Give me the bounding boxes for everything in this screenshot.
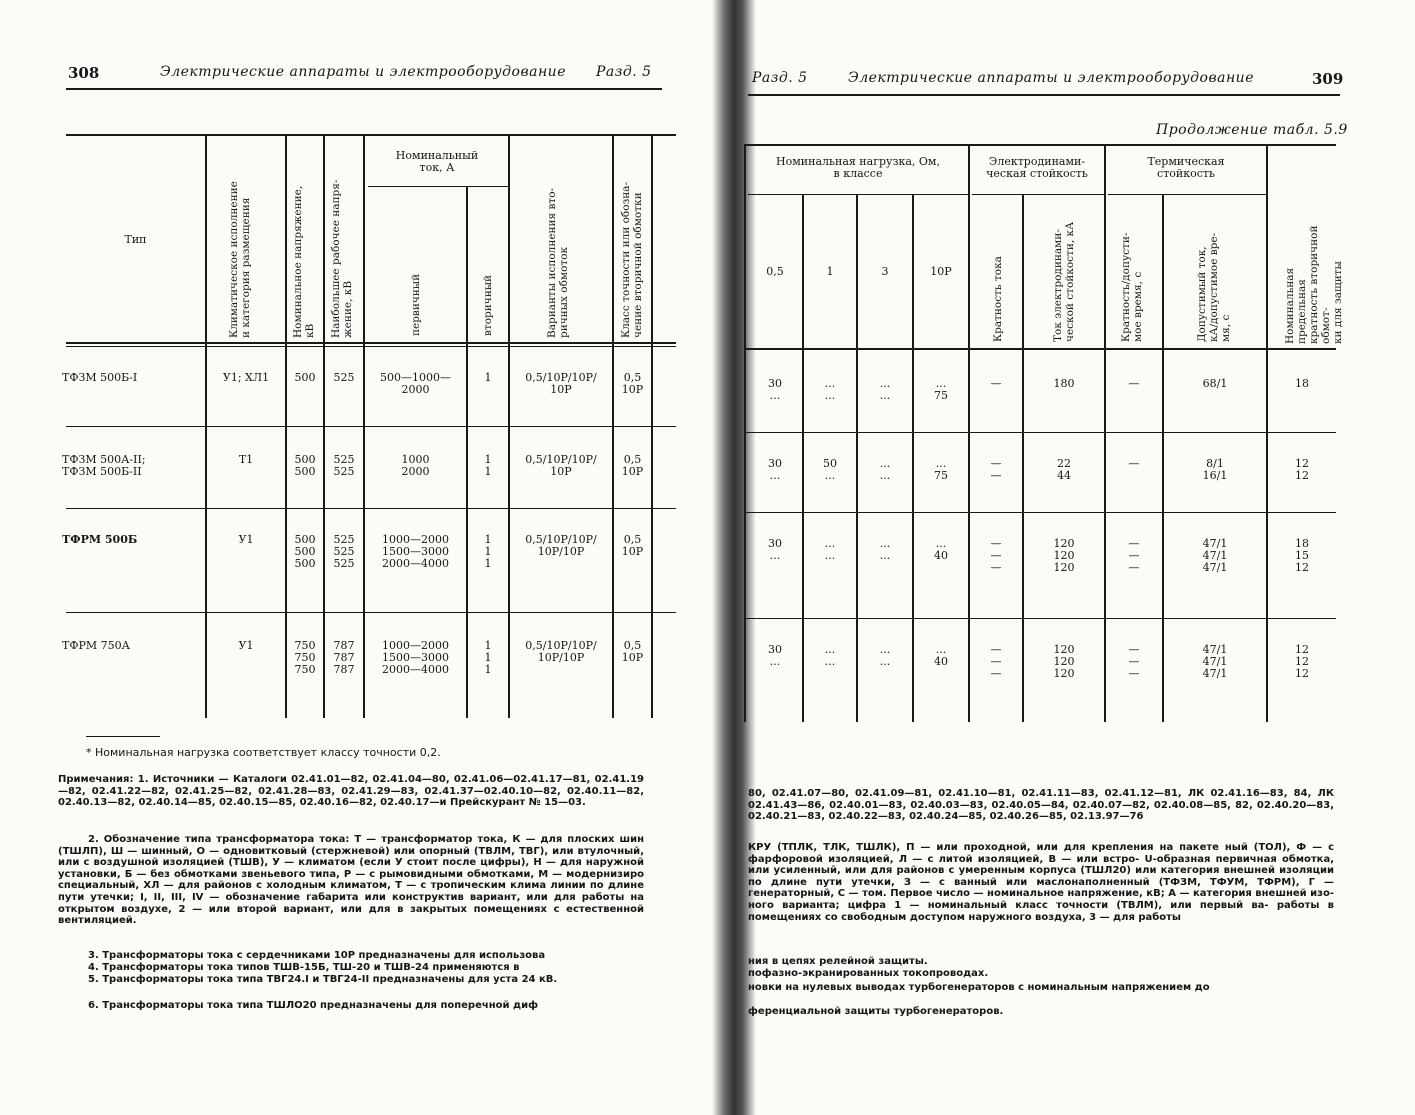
- table-row-2-umax: 525 525: [333, 453, 355, 478]
- r-row-4-allowed: 47/1 47/1 47/1: [1202, 643, 1228, 680]
- table-row-2-climate: Т1: [238, 453, 254, 466]
- right-note-5: новки на нулевых выводах турбогенераторов с номинальным напряжением до: [748, 982, 1210, 993]
- right-note-1: 80, 02.41.07—80, 02.41.09—81, 02.41.10—81, 02.41.11—83, 02.41.12—81, ЛК 02.41.16—83, 84, ЛК 02.41.43—86, 02.40.01—83, 02.40.03—83, 02.40.05—84, 02.40.07—82, 02.40.08—85, 82, 02.40.20—83, 02.40.21—83, 02.40.22—83, 02.40.24—85, 02.40.26—85, 02.13.97—76: [748, 788, 1334, 823]
- header-class-1: 1: [826, 265, 834, 278]
- table-row-2-secondary: 1 1: [484, 453, 492, 478]
- r-row-2-c3: ... ...: [879, 457, 891, 482]
- r-row-4-ratio: — — —: [990, 643, 1002, 680]
- table-row-2-unom: 500 500: [294, 453, 316, 478]
- right-note-6: ференциальной защиты турбогенераторов.: [748, 1006, 1004, 1017]
- header-secondary: вторичный: [482, 274, 494, 336]
- header-ratio-current: Кратность тока: [992, 256, 1004, 342]
- r-row-2-c1: 50 ...: [823, 457, 837, 482]
- table-row-1-unom: 500: [294, 371, 316, 384]
- r-row-4-rt: — — —: [1128, 643, 1140, 680]
- table-continuation-label: Продолжение табл. 5.9: [1156, 122, 1348, 138]
- table-row-4-secondary: 1 1 1: [484, 639, 492, 676]
- table-row-1-primary: 500—1000— 2000: [380, 371, 451, 396]
- table-row-3-secondary: 1 1 1: [484, 533, 492, 570]
- right-note-2: КРУ (ТПЛК, ТЛК, ТШЛК), П — или проходной, или для крепления на пакете ный (ТОЛ), Ф — с фарфоровой изоляцией, Л — с литой изоляцией, В — или встро- U-образная первичная обмотка, или усиленный, или для районов с умеренным корпуса (ТШЛ20) или категория внешней изоляции по длине пути утечки, З — с ванный или маслонаполненный (ТФЗМ, ТФУМ, ТФРМ), Г — генераторный, С — том. Первое число — номинальное напряжение, кВ; А — категория внешней изо- ного варианта; цифра 1 — номинальный класс точности (ТВЛМ), или первый ва- работы в помещениях со свободным доступом наружного воздуха, 3 — для работы: [748, 842, 1334, 923]
- r-row-4-c05: 30 ...: [768, 643, 782, 668]
- r-row-3-ka: 120 120 120: [1053, 537, 1075, 574]
- header-thermal: Термическая стойкость: [1147, 155, 1225, 180]
- r-row-1-c3: ... ...: [879, 377, 891, 402]
- r-row-4-limit: 12 12 12: [1295, 643, 1309, 680]
- right-section-label: Разд. 5: [752, 70, 808, 86]
- r-row-3-allowed: 47/1 47/1 47/1: [1202, 537, 1228, 574]
- table-row-1-accuracy: 0,5 10Р: [621, 371, 644, 396]
- r-row-2-ka: 22 44: [1057, 457, 1071, 482]
- r-row-3-c05: 30 ...: [768, 537, 782, 562]
- header-nominal-voltage: Номинальное напряжение, кВ: [292, 185, 316, 338]
- r-row-1-limit: 18: [1295, 377, 1309, 390]
- r-row-3-c10p: ... 40: [934, 537, 948, 562]
- r-row-4-c10p: ... 40: [934, 643, 948, 668]
- r-row-2-c05: 30 ...: [768, 457, 782, 482]
- r-row-1-c10p: ... 75: [934, 377, 948, 402]
- table-row-1-umax: 525: [333, 371, 355, 384]
- r-row-4-ka: 120 120 120: [1053, 643, 1075, 680]
- r-row-4-c1: ... ...: [824, 643, 836, 668]
- header-limit-ratio: Номинальная предельная кратность вторичной обмот- ки для защиты: [1284, 225, 1344, 344]
- r-row-2-ratio: — —: [990, 457, 1002, 482]
- r-row-1-allowed: 68/1: [1202, 377, 1228, 390]
- header-allowed-current: Допустимый ток, кА/допустимое вре- мя, с: [1196, 232, 1232, 342]
- table-row-1-variants: 0,5/10Р/10Р/ 10Р: [525, 371, 597, 396]
- table-row-4-accuracy: 0,5 10Р: [621, 639, 644, 664]
- left-note-4: 4. Трансформаторы тока типов ТШВ-15Б, ТШ-20 и ТШВ-24 применяются в: [88, 962, 520, 973]
- table-row-4-climate: У1: [238, 639, 254, 652]
- header-max-voltage: Наибольшее рабочее напря- жение, кВ: [330, 179, 354, 338]
- table-row-4-unom: 750 750 750: [294, 639, 316, 676]
- header-nominal-current: Номинальный ток, А: [395, 149, 479, 174]
- table-row-1-climate: У1; ХЛ1: [222, 371, 270, 384]
- table-row-3-unom: 500 500 500: [294, 533, 316, 570]
- r-row-2-c10p: ... 75: [934, 457, 948, 482]
- table-row-3-umax: 525 525 525: [333, 533, 355, 570]
- left-footnote: * Номинальная нагрузка соответствует классу точности 0,2.: [86, 746, 441, 759]
- r-row-1-c05: 30 ...: [768, 377, 782, 402]
- right-header-rule: [748, 94, 1340, 96]
- r-row-1-c1: ... ...: [824, 377, 836, 402]
- header-climate: Климатическое исполнение и категория размещения: [228, 181, 252, 338]
- footnote-rule: [86, 736, 160, 737]
- header-class-05: 0,5: [766, 265, 784, 278]
- left-note-1: Примечания: 1. Источники — Каталоги 02.41.01—82, 02.41.04—80, 02.41.06—02.41.17—81, 02.41.19—82, 02.41.22—82, 02.41.25—82, 02.41.28—83, 02.41.29—83, 02.41.37—02.40.10—82, 02.40.11—82, 02.40.13—82, 02.40.14—85, 02.40.15—85, 02.40.16—82, 02.40.17—и Прейскурант № 15—03.: [58, 774, 644, 809]
- header-type: Тип: [124, 233, 147, 246]
- r-row-1-ka: 180: [1053, 377, 1075, 390]
- header-current-ka: Ток электродинами- ческой стойкости, кА: [1052, 221, 1076, 342]
- left-note-2: 2. Обозначение типа трансформатора тока: Т — трансформатор тока, К — для плоских шин (ТШЛП), Ш — шинный, О — одновитковый (стержневой) или опорный (ТВЛМ, ТВГ), или втулочный, или с воздушной изоляцией (ТШВ), У — климатом (если У стоит после цифры), Н — для наружной установки, Б — без обмотками звеньевого типа, Р — с рымовидными обмотками, М — модернизиро специальный, ХЛ — для районов с холодным климатом, Т — с тропическим клима линии по длине пути утечки; I, II, III, IV — обозначение габарита или конструктив вариант, или для работы на открытом воздухе, 2 — или второй вариант, или для в закрытых помещениях с естественной вентиляцией.: [58, 834, 644, 927]
- left-note-3: 3. Трансформаторы тока с сердечниками 10Р предназначены для использова: [88, 950, 546, 961]
- right-note-3: ния в цепях релейной защиты.: [748, 956, 928, 967]
- right-page-number: 309: [1312, 70, 1344, 88]
- header-primary: первичный: [410, 273, 422, 336]
- right-note-4: пофазно-экранированных токопроводах.: [748, 968, 989, 979]
- table-row-3-primary: 1000—2000 1500—3000 2000—4000: [382, 533, 449, 570]
- r-row-2-rt: —: [1128, 457, 1140, 470]
- table-row-4-primary: 1000—2000 1500—3000 2000—4000: [382, 639, 449, 676]
- left-note-6: 6. Трансформаторы тока типа ТШЛО20 предназначены для поперечной диф: [88, 1000, 539, 1011]
- header-class-3: 3: [881, 265, 889, 278]
- table-row-4-variants: 0,5/10Р/10Р/ 10Р/10Р: [525, 639, 597, 664]
- left-header-rule: [66, 88, 662, 90]
- table-row-2-variants: 0,5/10Р/10Р/ 10Р: [525, 453, 597, 478]
- left-note-5: 5. Трансформаторы тока типа ТВГ24.I и ТВГ24-II предназначены для уста 24 кВ.: [88, 974, 558, 985]
- r-row-2-allowed: 8/1 16/1: [1202, 457, 1228, 482]
- right-running-title: Электрические аппараты и электрооборудование: [848, 70, 1254, 86]
- table-row-1-secondary: 1: [484, 371, 492, 384]
- header-nominal-load: Номинальная нагрузка, Ом, в классе: [776, 155, 940, 180]
- r-row-3-rt: — — —: [1128, 537, 1140, 574]
- r-row-3-ratio: — — —: [990, 537, 1002, 574]
- table-row-2-accuracy: 0,5 10Р: [621, 453, 644, 478]
- r-row-1-ratio: —: [990, 377, 1002, 390]
- left-section-label: Разд. 5: [596, 64, 652, 80]
- r-row-4-c3: ... ...: [879, 643, 891, 668]
- table-row-3-type: ТФРМ 500Б: [62, 533, 138, 546]
- table-row-3-variants: 0,5/10Р/10Р/ 10Р/10Р: [525, 533, 597, 558]
- table-row-3-climate: У1: [238, 533, 254, 546]
- table-row-4-type: ТФРМ 750А: [62, 639, 130, 652]
- r-row-3-limit: 18 15 12: [1295, 537, 1309, 574]
- r-row-3-c3: ... ...: [879, 537, 891, 562]
- header-accuracy: Класс точности или обозна- чение вторичной обмотки: [620, 181, 644, 338]
- table-row-1-type: ТФЗМ 500Б-I: [62, 371, 138, 384]
- table-row-3-accuracy: 0,5 10Р: [621, 533, 644, 558]
- r-row-2-limit: 12 12: [1295, 457, 1309, 482]
- left-running-title: Электрические аппараты и электрооборудование: [160, 64, 566, 80]
- header-variants: Варианты исполнения вто- ричных обмоток: [546, 187, 570, 338]
- header-class-10p: 10Р: [930, 265, 952, 278]
- table-row-2-type: ТФЗМ 500А-II; ТФЗМ 500Б-II: [62, 453, 146, 478]
- header-electrodynamic: Электродинами- ческая стойкость: [986, 155, 1088, 180]
- header-ratio-time: Кратность/допусти- мое время, с: [1120, 232, 1144, 342]
- r-row-3-c1: ... ...: [824, 537, 836, 562]
- table-row-2-primary: 1000 2000: [401, 453, 430, 478]
- r-row-1-rt: —: [1128, 377, 1140, 390]
- table-row-4-umax: 787 787 787: [333, 639, 355, 676]
- left-page-number: 308: [68, 64, 100, 82]
